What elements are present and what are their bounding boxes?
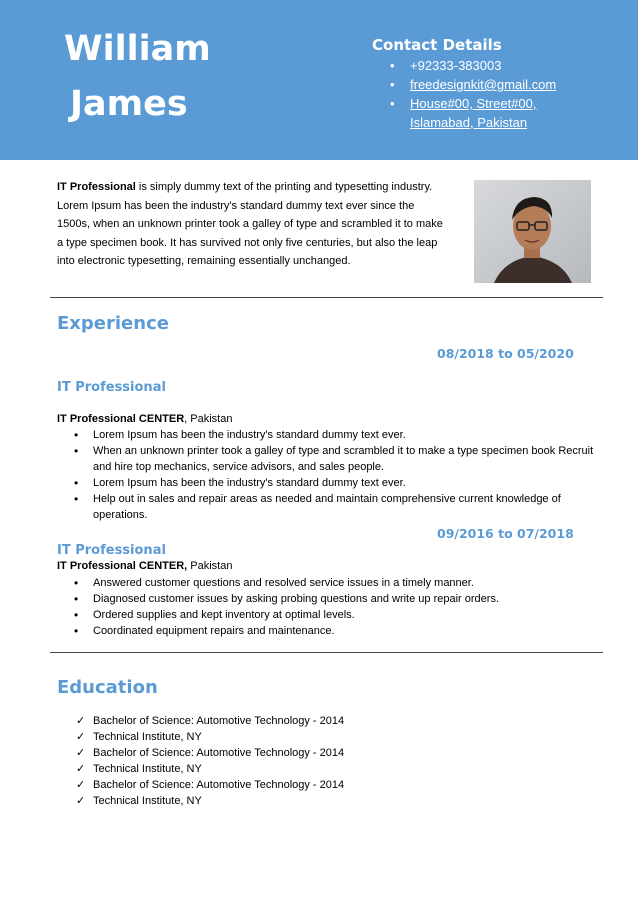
job-1-title: IT Professional (57, 380, 166, 395)
checkmark-icon: ✓ (76, 779, 86, 792)
contact-list (372, 56, 622, 132)
intro-text: is simply dummy text of the printing and typesetting industry. Lorem Ipsum has been the industry's standard dummy text ever since the 1500s, when an unknown printer took a galley of type and scrambled it to make a type specimen book. It has survived not only five centuries, but also the leap into electronic typesetting, remaining essentially unchanged. (57, 181, 443, 268)
name-first: William (64, 29, 211, 69)
candidate-name (64, 22, 304, 132)
list-item: • Help out in sales and repair areas as needed and maintain comprehensive current knowledge of operations. (57, 491, 602, 523)
list-item: ✓ Bachelor of Science: Automotive Technology - 2014 (76, 777, 344, 793)
job-2-bullets (57, 575, 602, 639)
list-item: ✓ Technical Institute, NY (76, 793, 344, 809)
education-list (76, 713, 344, 810)
list-item: ✓ Technical Institute, NY (76, 761, 344, 777)
checkmark-icon: ✓ (76, 763, 86, 776)
contact-address (372, 94, 622, 132)
list-item: • Coordinated equipment repairs and maintenance. (57, 623, 602, 639)
list-item: • Answered customer questions and resolved service issues in a timely manner. (57, 575, 602, 591)
list-item: • When an unknown printer took a galley of type and scrambled it to make a type specimen book Recruit and hire top mechanics, service advisors, and sales people. (57, 443, 602, 475)
job-1-dates: 08/2018 to 05/2020 (437, 346, 574, 361)
contact-details (372, 34, 622, 132)
job-2-title: IT Professional (57, 543, 166, 558)
list-item: ✓ Technical Institute, NY (76, 729, 344, 745)
list-item: • Diagnosed customer issues by asking probing questions and write up repair orders. (57, 591, 602, 607)
email-link[interactable]: freedesignkit@gmail.com (410, 77, 557, 92)
checkmark-icon: ✓ (76, 795, 86, 808)
profile-photo (474, 180, 591, 283)
checkmark-icon: ✓ (76, 715, 86, 727)
divider-bottom (50, 652, 603, 653)
name-last: James (70, 84, 188, 124)
intro-paragraph (57, 178, 447, 271)
list-item: ✓ Bachelor of Science: Automotive Technology - 2014 (76, 745, 344, 761)
list-item: • Lorem Ipsum has been the industry's standard dummy text ever. (57, 475, 602, 491)
job-2-dates: 09/2016 to 07/2018 (437, 526, 574, 541)
education-title: Education (57, 677, 158, 698)
job-1-company: IT Professional CENTER, Pakistan (57, 413, 233, 425)
list-item: ✓ Bachelor of Science: Automotive Technology - 2014 (76, 713, 344, 729)
list-item: • Lorem Ipsum has been the industry's standard dummy text ever. (57, 427, 602, 443)
job-2-company: IT Professional CENTER, Pakistan (57, 560, 233, 572)
checkmark-icon: ✓ (76, 747, 86, 760)
contact-email (372, 75, 622, 94)
header-banner (0, 0, 638, 160)
contact-phone: • +92333-383003 (372, 56, 622, 75)
portrait-image (474, 180, 591, 283)
list-item: • Ordered supplies and kept inventory at optimal levels. (57, 607, 602, 623)
job-1-bullets (57, 427, 602, 523)
contact-title: Contact Details (372, 36, 502, 54)
checkmark-icon: ✓ (76, 731, 86, 744)
experience-title: Experience (57, 313, 169, 334)
address-link[interactable]: House#00, Street#00, Islamabad, Pakistan (410, 96, 537, 130)
intro-lead: IT Professional (57, 181, 136, 193)
divider-top (50, 297, 603, 298)
